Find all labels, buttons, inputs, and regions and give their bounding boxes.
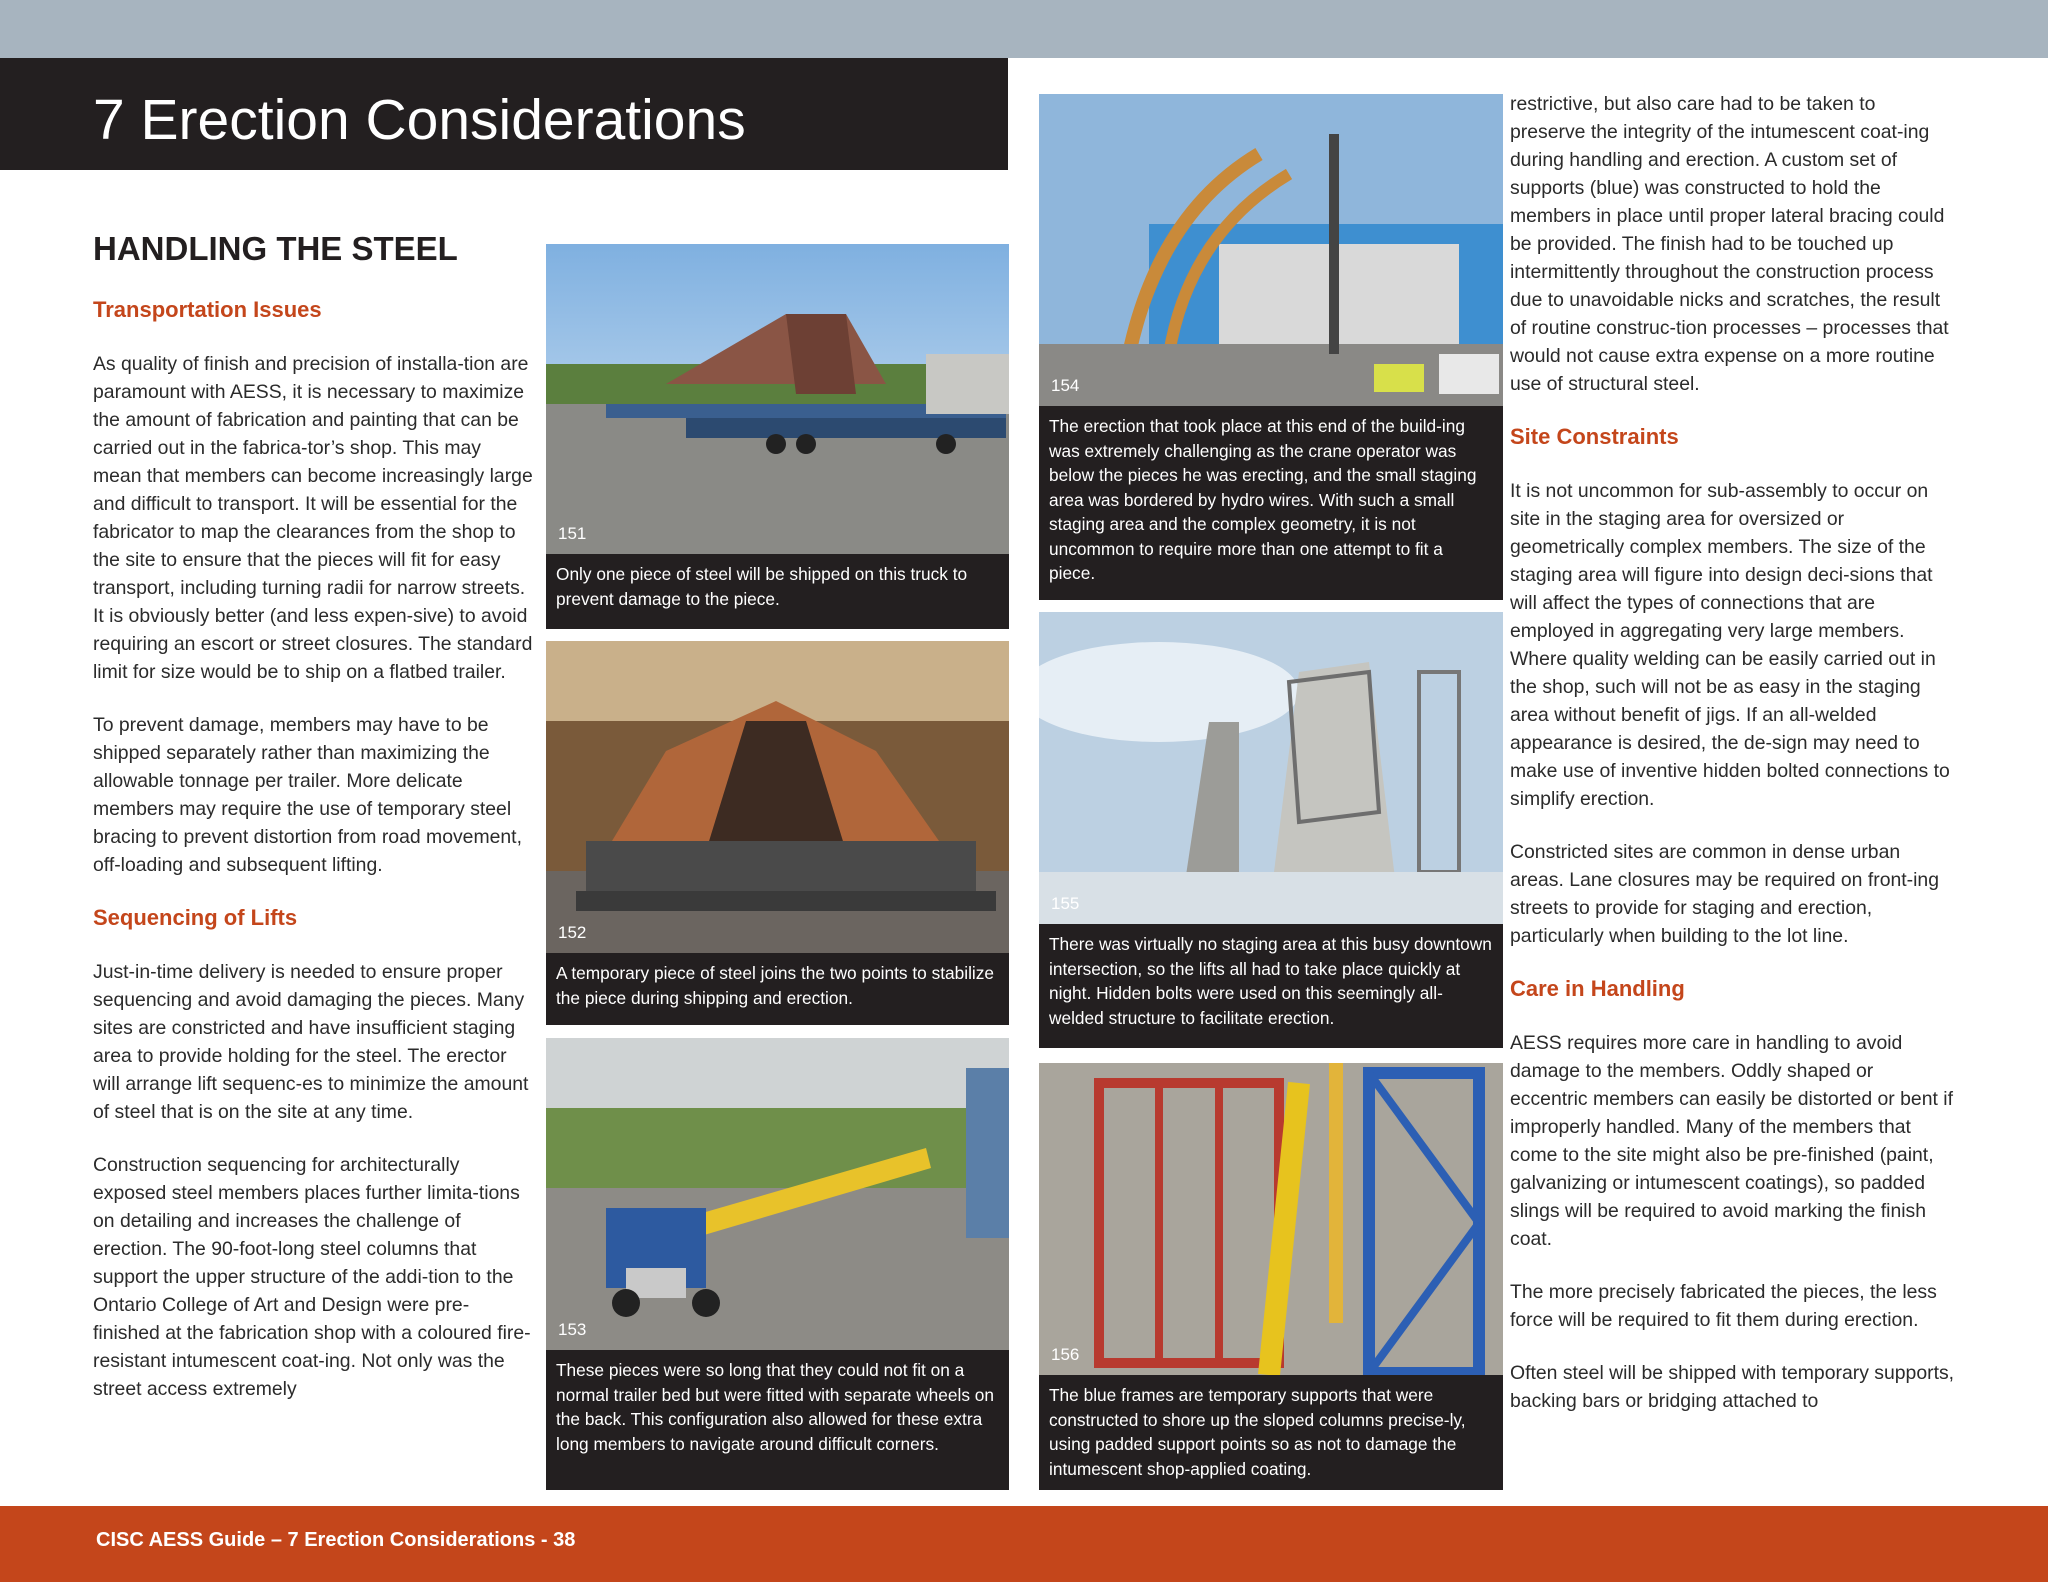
subheading-care-in-handling: Care in Handling (1510, 976, 1685, 1001)
photo-155 (1039, 612, 1503, 924)
section-heading: HANDLING THE STEEL (93, 230, 458, 267)
photo-154 (1039, 94, 1503, 406)
photo-number: 156 (1051, 1345, 1080, 1364)
chapter-title: 7 Erection Considerations (93, 88, 746, 152)
photo-number: 152 (558, 923, 587, 942)
photo-156 (1039, 1063, 1503, 1375)
caption-154: The erection that took place at this end of the build-ing was extremely challenging as the crane operator was below the pieces he was erecting, and the small staging area was bordered by hydro wires. With such a small staging area and the complex geometry, it is not uncommon to require more than one attempt to fit a piece. (1039, 406, 1503, 600)
photo-number: 151 (558, 524, 587, 543)
caption-152: A temporary piece of steel joins the two points to stabilize the piece during shipping and erection. (546, 953, 1009, 1025)
paragraph: Just-in-time delivery is needed to ensure proper sequencing and avoid damaging the pieces. Many sites are constricted and have insufficient staging area to provide holding for the steel. The erector will arrange lift sequenc-es to minimize the amount of steel that is on the site at any time. (93, 961, 529, 1123)
photo-152 (546, 641, 1009, 953)
paragraph: Often steel will be shipped with temporary supports, backing bars or bridging attached to (1510, 1362, 1955, 1412)
paragraph: The more precisely fabricated the pieces, the less force will be required to fit them during erection. (1510, 1281, 1937, 1331)
photo-153 (546, 1038, 1009, 1350)
paragraph: AESS requires more care in handling to avoid damage to the members. Oddly shaped or eccentric members can easily be distorted or bent if improperly handled. Many of the members that come to the site might also be pre-finished (paint, galvanizing or intumescent coatings), so padded slings will be required to avoid marking the finish coat. (1510, 1032, 1953, 1250)
column-right (1510, 90, 1955, 1440)
footer-text: CISC AESS Guide – 7 Erection Considerations - 38 (96, 1529, 576, 1551)
column-left (93, 228, 533, 1428)
paragraph: Construction sequencing for architecturally exposed steel members places further limita-tions on detailing and increases the challenge of erection. The 90-foot-long steel columns that support the upper structure of the addi-tion to the Ontario College of Art and Design were pre-finished at the fabrication shop with a coloured fire-resistant intumescent coat-ing. Not only was the street access extremely (93, 1154, 531, 1400)
subheading-site-constraints: Site Constraints (1510, 424, 1679, 449)
paragraph: restrictive, but also care had to be taken to preserve the integrity of the intumescent coat-ing during handling and erection. A custom set of supports (blue) was constructed to hold the members in place until proper lateral bracing could be provided. The finish had to be touched up intermittently throughout the construction process due to unavoidable nicks and scratches, the result of routine construc-tion processes – processes that would not cause extra expense on a more routine use of structural steel. (1510, 93, 1949, 395)
photo-number: 154 (1051, 376, 1080, 395)
caption-151: Only one piece of steel will be shipped on this truck to prevent damage to the piece. (546, 554, 1009, 629)
subheading-sequencing: Sequencing of Lifts (93, 905, 298, 930)
photo-151 (546, 244, 1009, 554)
photo-number: 153 (558, 1320, 587, 1339)
paragraph: It is not uncommon for sub-assembly to occur on site in the staging area for oversized or geometrically complex members. The size of the staging area will figure into design deci-sions that will affect the types of connections that are employed in aggregating very large members. Where quality welding can be easily carried out in the shop, such will not be as easy in the staging area without benefit of jigs. If an all-welded appearance is desired, the de-sign may need to make use of inventive hidden bolted connections to simplify erection. (1510, 480, 1950, 810)
paragraph: As quality of finish and precision of installa-tion are paramount with AESS, it is necessary to maximize the amount of fabrication and painting that can be carried out in the fabrica-tor’s shop. This may mean that members can become increasingly large and difficult to transport. It will be essential for the fabricator to map the clearances from the shop to the site to ensure that the pieces will fit for easy transport, including turning radii for narrow streets. It is obviously better (and less expen-sive) to avoid requiring an escort or street closures. The standard limit for size would be to ship on a flatbed trailer. (93, 353, 533, 683)
subheading-transportation: Transportation Issues (93, 297, 322, 322)
caption-156: The blue frames are temporary supports that were constructed to shore up the sloped columns precise-ly, using padded support points so as not to damage the intumescent shop-applied coating. (1039, 1375, 1503, 1490)
paragraph: To prevent damage, members may have to be shipped separately rather than maximizing the allowable tonnage per trailer. More delicate members may require the use of temporary steel bracing to prevent distortion from road movement, off-loading and subsequent lifting. (93, 714, 522, 876)
paragraph: Constricted sites are common in dense urban areas. Lane closures may be required on front-ing streets to provide for staging and erection, particularly when building to the lot line. (1510, 841, 1939, 947)
caption-155: There was virtually no staging area at this busy downtown intersection, so the lifts all had to take place quickly at night. Hidden bolts were used on this seemingly all-welded structure to facilitate erection. (1039, 924, 1503, 1048)
photo-number: 155 (1051, 894, 1080, 913)
caption-153: These pieces were so long that they could not fit on a normal trailer bed but were fitted with separate wheels on the back. This configuration also allowed for these extra long members to navigate around difficult corners. (546, 1350, 1009, 1490)
footer-bar (0, 1506, 2048, 1582)
chapter-title-bar (0, 58, 1008, 170)
top-band (0, 0, 2048, 58)
